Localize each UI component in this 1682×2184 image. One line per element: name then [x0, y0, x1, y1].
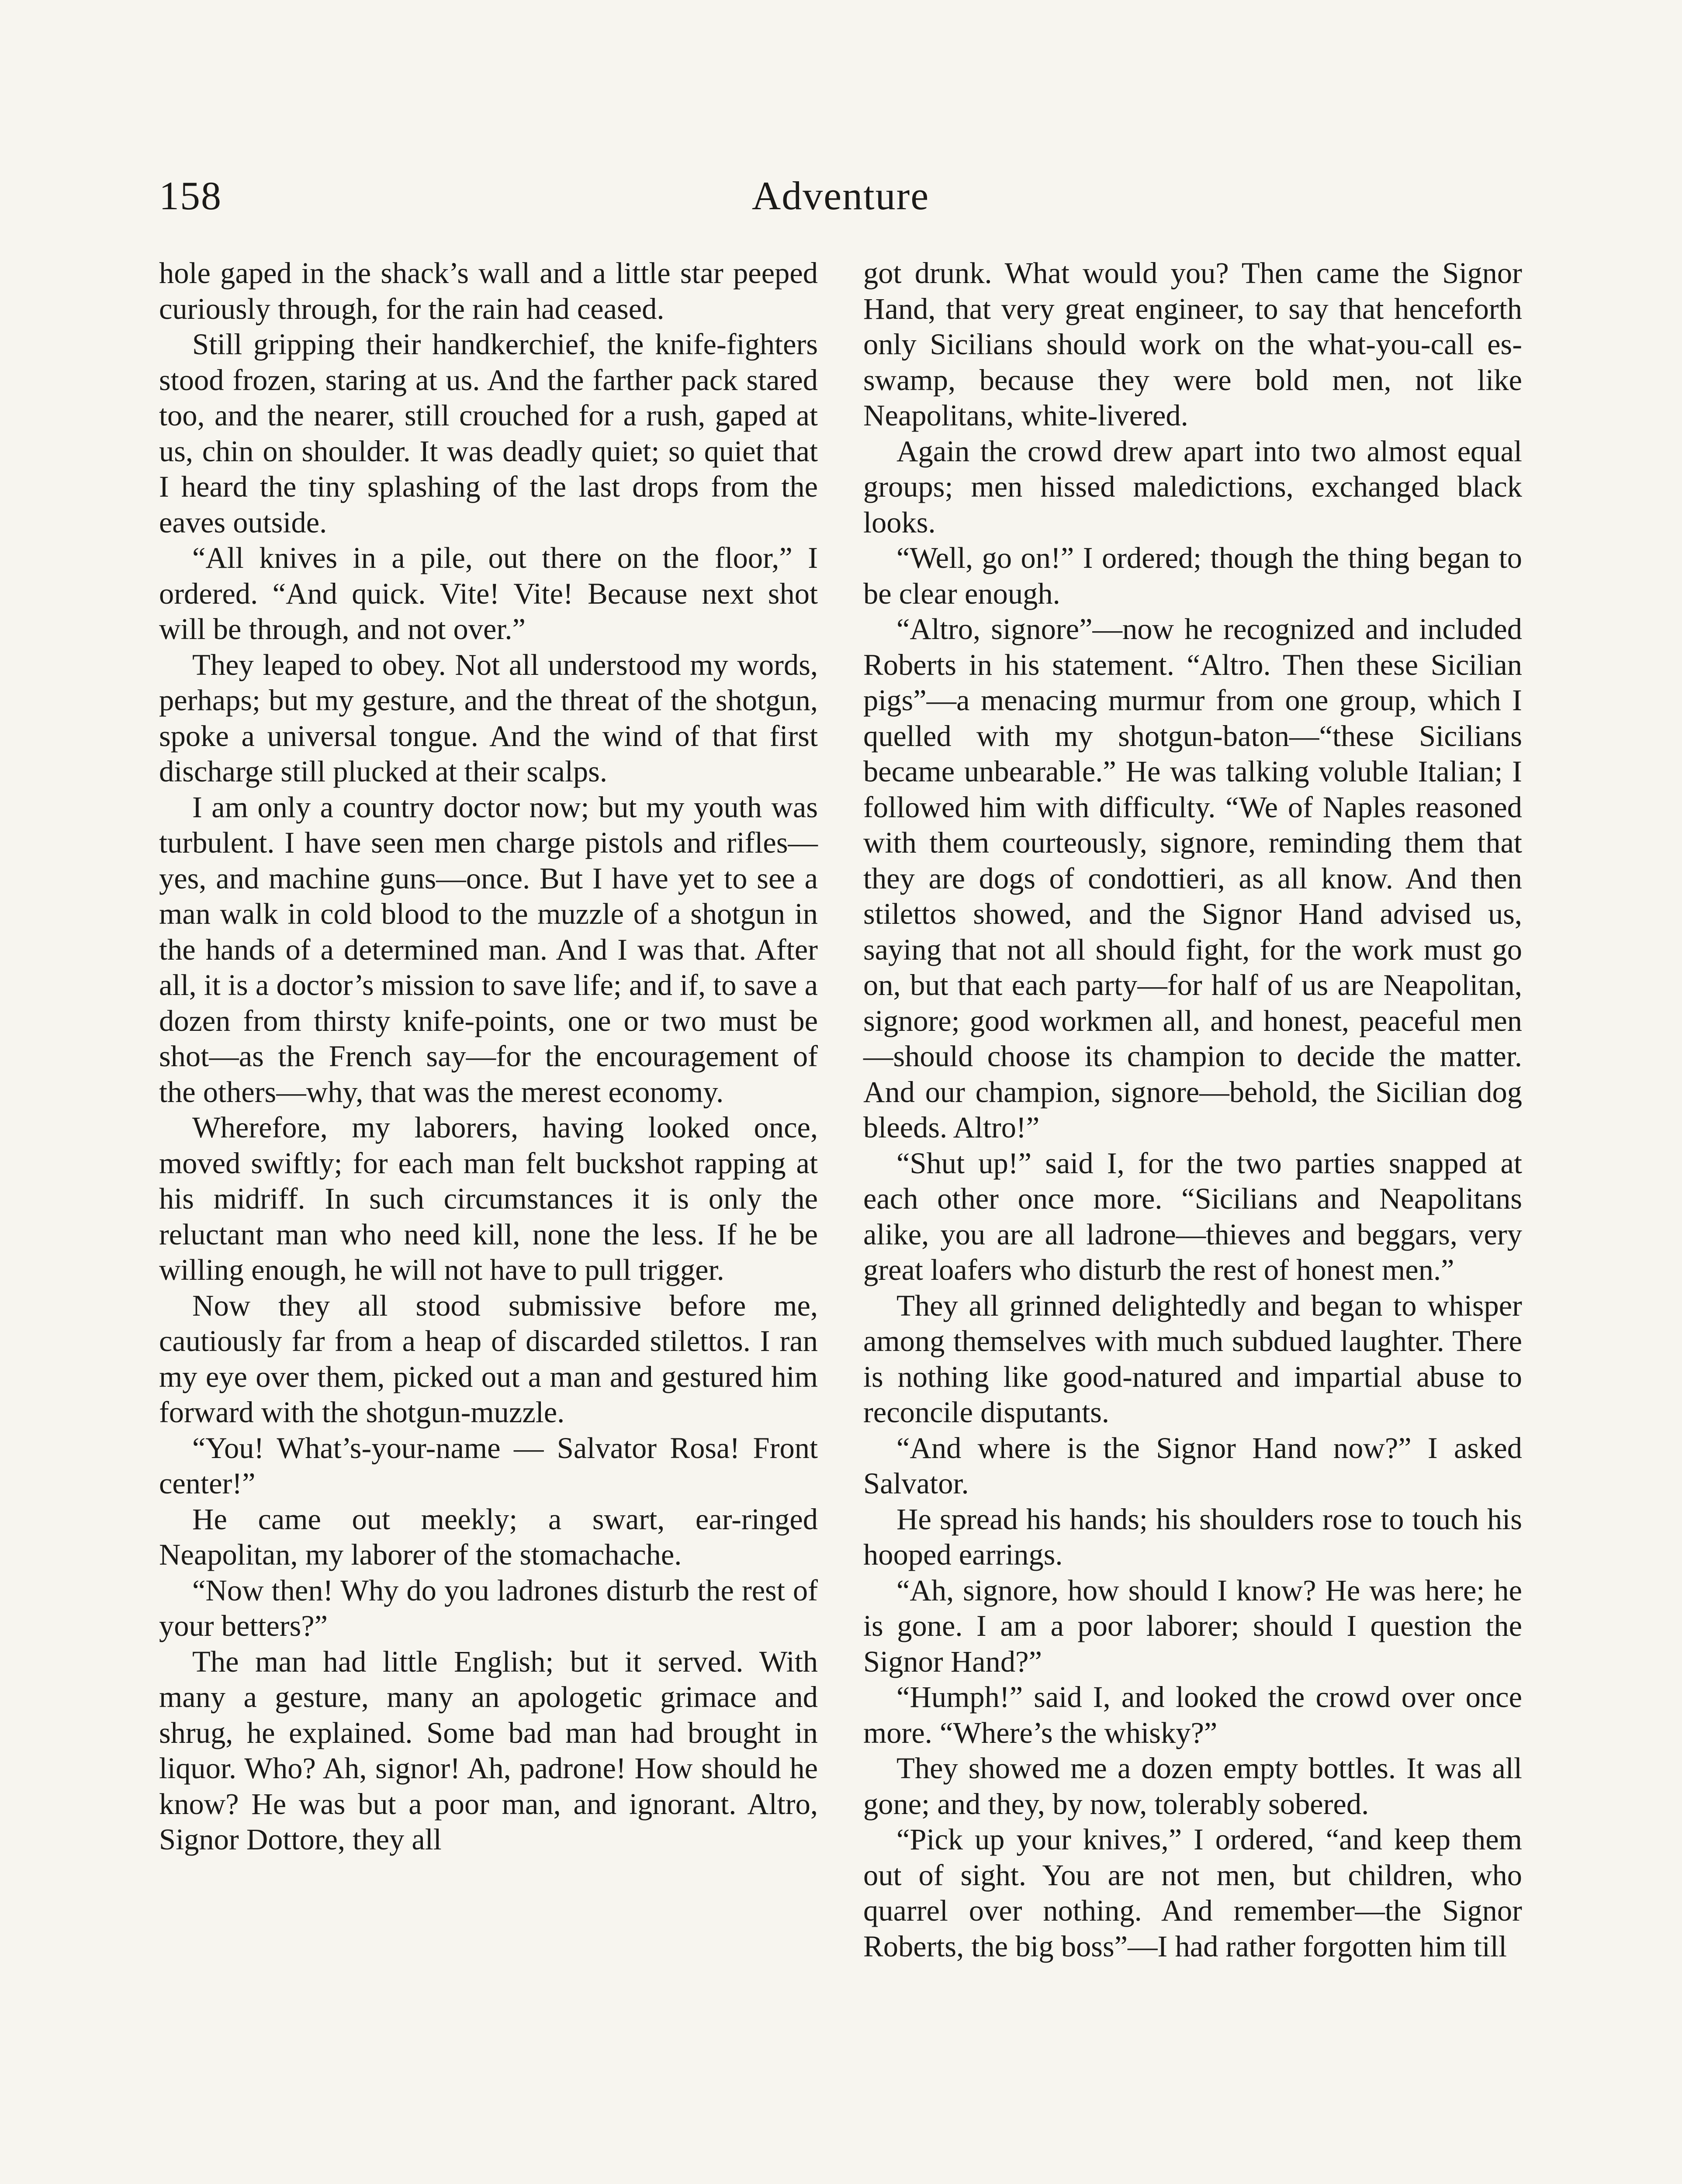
paragraph: “You! What’s-your-name — Salvator Rosa! Front center!” [159, 1431, 818, 1500]
paragraph: “Shut up!” said I, for the two parties snapped at each other once more. “Sicilians and Neapolitans alike, you are all ladrone—thieves and beggars, very great loafers who disturb the rest of honest men.” [863, 1146, 1522, 1286]
paragraph: “Ah, signore, how should I know? He was here; he is gone. I am a poor laborer; should I question the Signor Hand?” [863, 1573, 1522, 1678]
article-body [159, 256, 1522, 2184]
paragraph: Again the crowd drew apart into two almost equal groups; men hissed maledictions, exchanged black looks. [863, 434, 1522, 539]
paragraph: “Pick up your knives,” I ordered, “and keep them out of sight. You are not men, but children, who quarrel over nothing. And remember—the Signor Roberts, the big boss”—I had rather forgotten him till [863, 1823, 1522, 1963]
page-number: 158 [159, 173, 222, 218]
right-column [863, 256, 1522, 1964]
paragraph: “And where is the Signor Hand now?” I asked Salvator. [863, 1431, 1522, 1500]
left-column [159, 256, 818, 1858]
paragraph: “Well, go on!” I ordered; though the thing began to be clear enough. [863, 541, 1522, 610]
paragraph: “All knives in a pile, out there on the floor,” I ordered. “And quick. Vite! Vite! Because next shot will be through, and not over.” [159, 541, 818, 646]
paragraph: “Altro, signore”—now he recognized and included Roberts in his statement. “Altro. Then these Sicilian pigs”—a menacing murmur from one group, which I quelled with my shotgun-baton—“these Sicilians became unbearable.” He was talking voluble Italian; I followed him with difficulty. “We of Naples reasoned with them courteously, signore, reminding them that they are dogs of condottieri, as all know. And then stilettos showed, and the Signor Hand advised us, saying that not all should fight, for the work must go on, but that each party—for half of us are Neapolitan, signore; good workmen all, and honest, peaceful men—should choose its champion to decide the matter. And our champion, signore—behold, the Sicilian dog bleeds. Altro!” [863, 612, 1522, 1144]
running-title: Adventure [751, 173, 930, 218]
paragraph: They all grinned delightedly and began to whisper among themselves with much subdued laughter. There is nothing like good-natured and impartial abuse to reconcile disputants. [863, 1289, 1522, 1429]
paragraph: They showed me a dozen empty bottles. It was all gone; and they, by now, tolerably sobered. [863, 1752, 1522, 1821]
paragraph: They leaped to obey. Not all understood my words, perhaps; but my gesture, and the threat of the shotgun, spoke a universal tongue. And the wind of that first discharge still plucked at their scalps. [159, 648, 818, 788]
paragraph: He spread his hands; his shoulders rose to touch his hooped earrings. [863, 1502, 1522, 1571]
paragraph: Wherefore, my laborers, having looked once, moved swiftly; for each man felt buckshot rapping at his midriff. In such circumstances it is only the reluctant man who need kill, none the less. If he be willing enough, he will not have to pull trigger. [159, 1111, 818, 1286]
paragraph: got drunk. What would you? Then came the Signor Hand, that very great engineer, to say that henceforth only Sicilians should work on the what-you-call es-swamp, because they were bold men, not like Neapolitans, white-livered. [863, 256, 1522, 432]
paragraph: Still gripping their handkerchief, the knife-fighters stood frozen, staring at us. And the farther pack stared too, and the nearer, still crouched for a rush, gaped at us, chin on shoulder. It was deadly quiet; so quiet that I heard the tiny splashing of the last drops from the eaves outside. [159, 328, 818, 539]
paragraph: Now they all stood submissive before me, cautiously far from a heap of discarded stilettos. I ran my eye over them, picked out a man and gestured him forward with the shotgun-muzzle. [159, 1289, 818, 1429]
paragraph: The man had little English; but it served. With many a gesture, many an apologetic grimace and shrug, he explained. Some bad man had brought in liquor. Who? Ah, signor! Ah, padrone! How should he know? He was but a poor man, and ignorant. Altro, Signor Dottore, they all [159, 1645, 818, 1856]
page-header [159, 169, 1522, 222]
paragraph: hole gaped in the shack’s wall and a little star peeped curiously through, for the rain had ceased. [159, 256, 818, 325]
paragraph: I am only a country doctor now; but my youth was turbulent. I have seen men charge pistols and rifles—yes, and machine guns—once. But I have yet to see a man walk in cold blood to the muzzle of a shotgun in the hands of a determined man. And I was that. After all, it is a doctor’s mission to save life; and if, to save a dozen from thirsty knife-points, one or two must be shot—as the French say—for the encouragement of the others—why, that was the merest economy. [159, 790, 818, 1109]
paragraph: “Now then! Why do you ladrones disturb the rest of your betters?” [159, 1573, 818, 1642]
paragraph: He came out meekly; a swart, ear-ringed Neapolitan, my laborer of the stomachache. [159, 1502, 818, 1571]
paragraph: “Humph!” said I, and looked the crowd over once more. “Where’s the whisky?” [863, 1680, 1522, 1749]
